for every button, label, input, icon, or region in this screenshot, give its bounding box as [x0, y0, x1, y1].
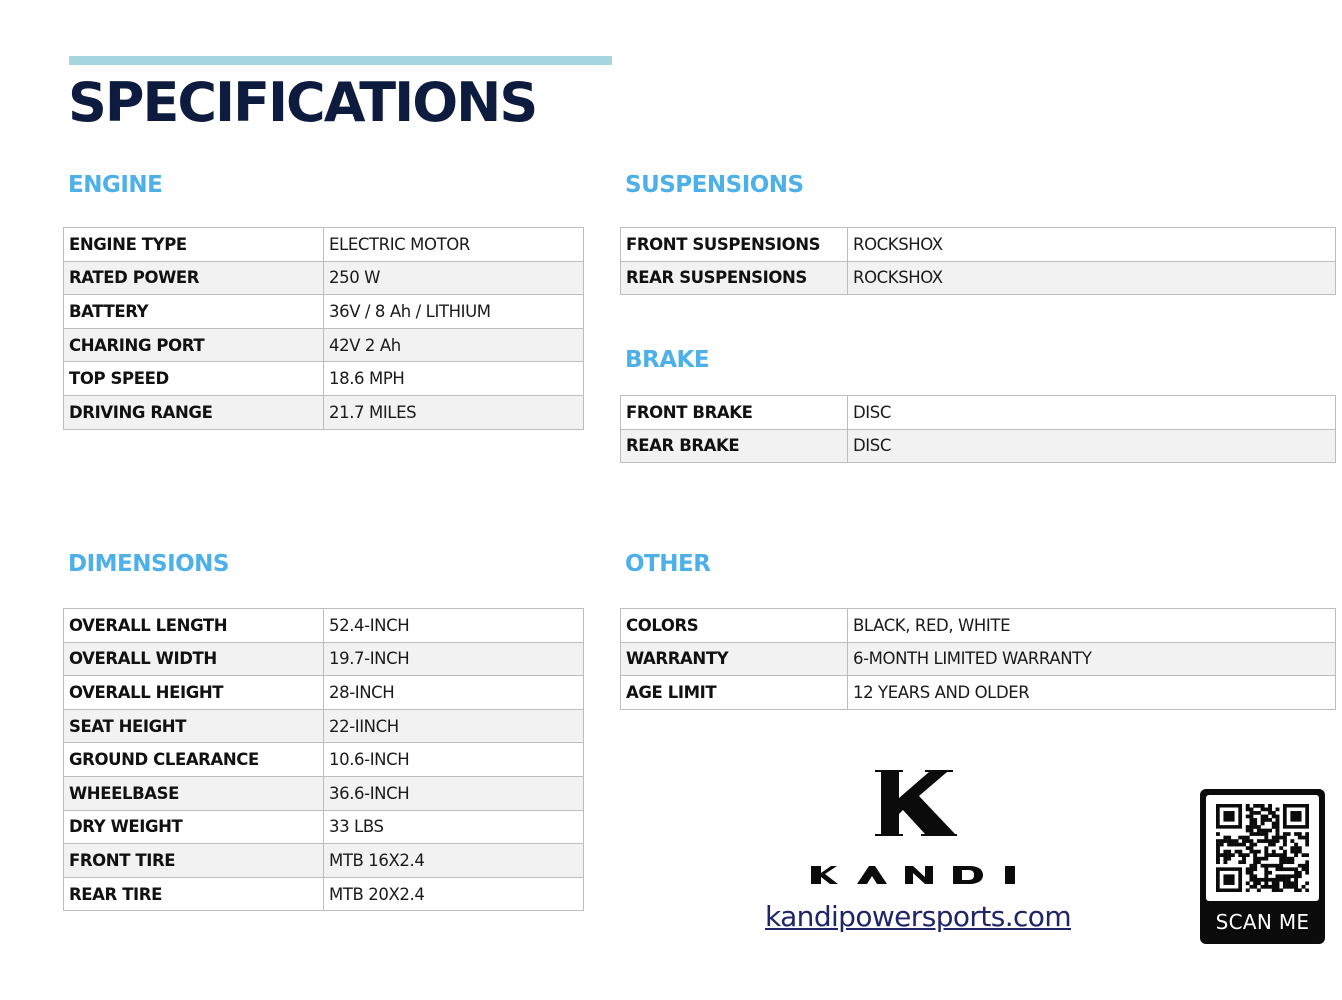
- spec-label: REAR TIRE: [64, 877, 324, 911]
- table-row: [64, 810, 584, 844]
- spec-value: DISC: [848, 429, 1336, 463]
- table-row: [621, 396, 1336, 430]
- spec-value: BLACK, RED, WHITE: [848, 609, 1336, 643]
- spec-value: 250 W: [324, 261, 584, 295]
- spec-value: DISC: [848, 396, 1336, 430]
- website-link[interactable]: kandipowersports.com: [765, 900, 1071, 933]
- dimensions-heading: DIMENSIONS: [68, 551, 229, 577]
- spec-value: 42V 2 Ah: [324, 328, 584, 362]
- dimensions-table: [63, 608, 584, 911]
- title-accent-bar: [69, 56, 612, 65]
- engine-table: [63, 227, 584, 430]
- table-row: [621, 429, 1336, 463]
- kandi-wordmark: [811, 866, 1017, 884]
- spec-value: 6-MONTH LIMITED WARRANTY: [848, 642, 1336, 676]
- spec-label: SEAT HEIGHT: [64, 709, 324, 743]
- qr-code-icon: [1216, 804, 1309, 892]
- spec-label: CHARING PORT: [64, 328, 324, 362]
- spec-value: ELECTRIC MOTOR: [324, 228, 584, 262]
- spec-label: BATTERY: [64, 295, 324, 329]
- page-title: SPECIFICATIONS: [68, 71, 537, 134]
- spec-label: OVERALL LENGTH: [64, 609, 324, 643]
- spec-value: 36V / 8 Ah / LITHIUM: [324, 295, 584, 329]
- table-row: [64, 295, 584, 329]
- spec-value: 21.7 MILES: [324, 395, 584, 429]
- qr-card[interactable]: [1200, 789, 1325, 944]
- spec-label: GROUND CLEARANCE: [64, 743, 324, 777]
- spec-label: TOP SPEED: [64, 362, 324, 396]
- spec-value: 52.4-INCH: [324, 609, 584, 643]
- spec-value: 28-INCH: [324, 676, 584, 710]
- table-row: [64, 776, 584, 810]
- spec-value: MTB 20X2.4: [324, 877, 584, 911]
- spec-value: 18.6 MPH: [324, 362, 584, 396]
- brake-table-body: [621, 396, 1336, 463]
- spec-label: WHEELBASE: [64, 776, 324, 810]
- spec-label: OVERALL WIDTH: [64, 642, 324, 676]
- qr-caption: SCAN ME: [1215, 910, 1310, 934]
- table-row: [64, 362, 584, 396]
- other-table-body: [621, 609, 1336, 710]
- engine-heading: ENGINE: [68, 172, 163, 198]
- spec-label: RATED POWER: [64, 261, 324, 295]
- dimensions-table-body: [64, 609, 584, 911]
- brake-heading: BRAKE: [625, 347, 710, 373]
- table-row: [64, 228, 584, 262]
- spec-label: WARRANTY: [621, 642, 848, 676]
- spec-label: DRY WEIGHT: [64, 810, 324, 844]
- qr-code[interactable]: [1206, 795, 1319, 901]
- table-row: [64, 642, 584, 676]
- spec-label: ENGINE TYPE: [64, 228, 324, 262]
- spec-value: 19.7-INCH: [324, 642, 584, 676]
- spec-label: AGE LIMIT: [621, 676, 848, 710]
- spec-value: 10.6-INCH: [324, 743, 584, 777]
- table-row: [64, 743, 584, 777]
- table-row: [621, 676, 1336, 710]
- spec-value: 33 LBS: [324, 810, 584, 844]
- table-row: [621, 609, 1336, 643]
- spec-value: MTB 16X2.4: [324, 844, 584, 878]
- brake-table: [620, 395, 1336, 463]
- kandi-logo-mark: [873, 770, 957, 836]
- table-row: [64, 328, 584, 362]
- spec-label: FRONT SUSPENSIONS: [621, 228, 848, 262]
- spec-label: REAR BRAKE: [621, 429, 848, 463]
- table-row: [64, 395, 584, 429]
- spec-label: DRIVING RANGE: [64, 395, 324, 429]
- other-table: [620, 608, 1336, 710]
- spec-label: REAR SUSPENSIONS: [621, 261, 848, 295]
- spec-label: FRONT TIRE: [64, 844, 324, 878]
- engine-table-body: [64, 228, 584, 430]
- table-row: [64, 709, 584, 743]
- other-heading: OTHER: [625, 551, 711, 577]
- spec-label: COLORS: [621, 609, 848, 643]
- table-row: [64, 877, 584, 911]
- spec-value: ROCKSHOX: [848, 261, 1336, 295]
- table-row: [621, 261, 1336, 295]
- brand-block: [765, 770, 1071, 940]
- table-row: [621, 642, 1336, 676]
- spec-value: 36.6-INCH: [324, 776, 584, 810]
- table-row: [64, 676, 584, 710]
- table-row: [64, 844, 584, 878]
- spec-value: 22-IINCH: [324, 709, 584, 743]
- spec-value: ROCKSHOX: [848, 228, 1336, 262]
- table-row: [64, 261, 584, 295]
- suspensions-heading: SUSPENSIONS: [625, 172, 804, 198]
- suspensions-table-body: [621, 228, 1336, 295]
- spec-label: FRONT BRAKE: [621, 396, 848, 430]
- table-row: [621, 228, 1336, 262]
- spec-label: OVERALL HEIGHT: [64, 676, 324, 710]
- spec-value: 12 YEARS AND OLDER: [848, 676, 1336, 710]
- suspensions-table: [620, 227, 1336, 295]
- table-row: [64, 609, 584, 643]
